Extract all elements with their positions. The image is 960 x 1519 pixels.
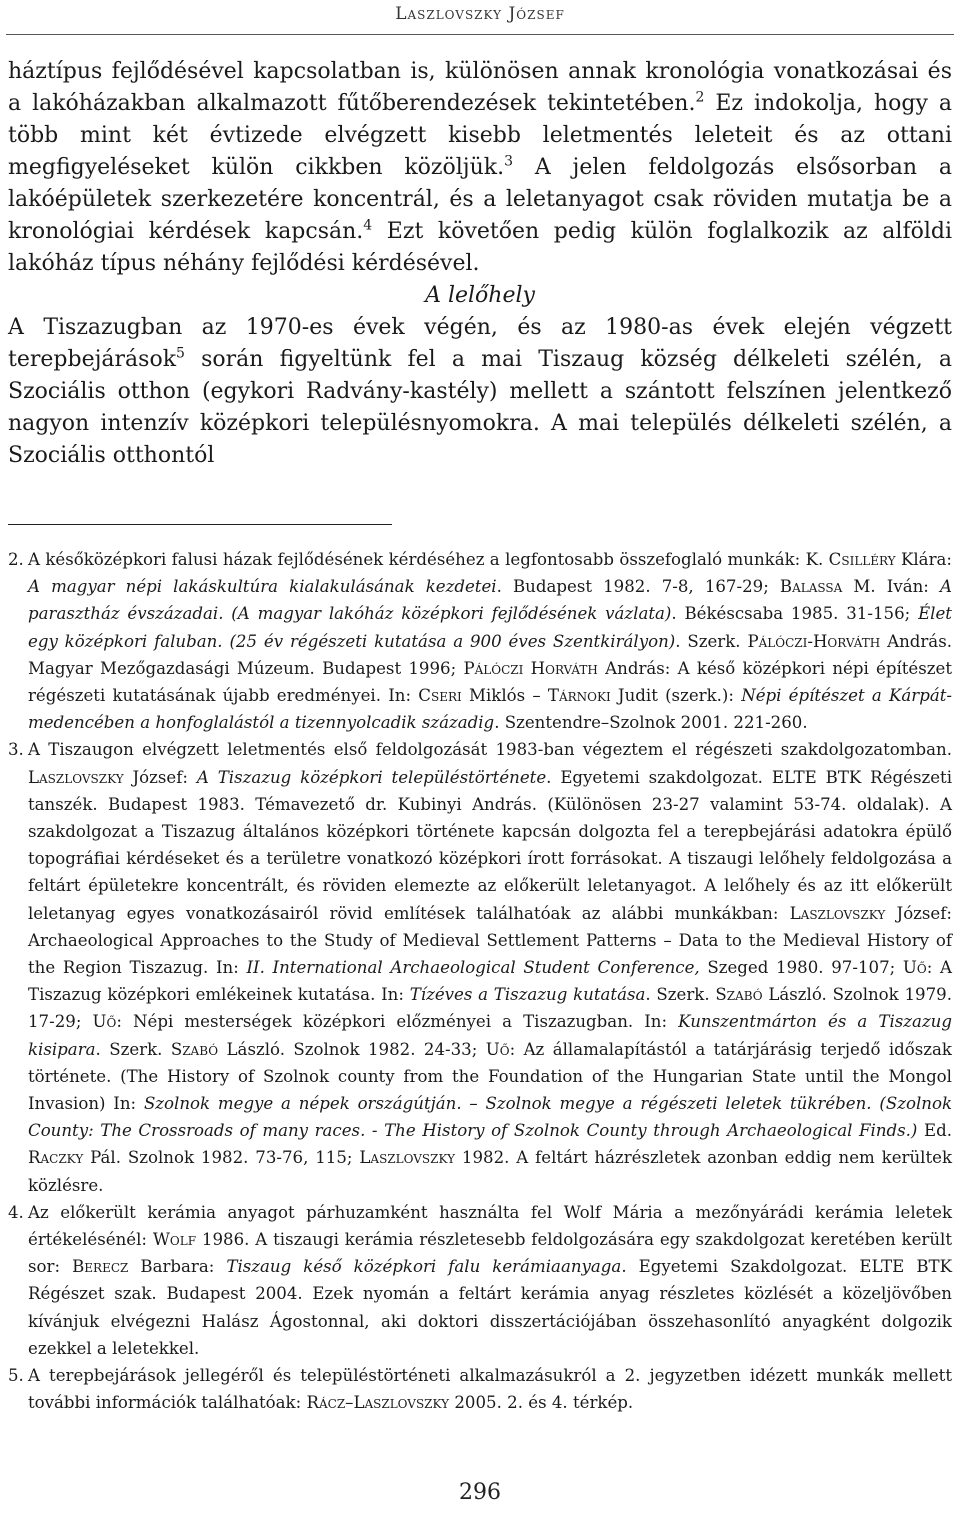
footnote-run: 1982. A feltárt házrészletek azonban eddig nem kerültek közlésre.: [28, 1148, 953, 1195]
footnote-run: Szabó: [715, 985, 763, 1005]
footnote-run: . Budapest 1982. 7-8, 167-29;: [496, 577, 780, 597]
footnote-run: 2005. 2. és 4. térkép.: [449, 1393, 634, 1413]
footnote-run: Csilléry: [828, 550, 896, 569]
main-text: [8, 56, 952, 472]
footnote-ref-3[interactable]: 3: [504, 153, 514, 170]
footnote-run: Szolnok megye a népek országútján. – Szolnok megye a régészeti leletek tükrében. (Szolnok County: The Crossroads of many races. - The History of Szolnok County through Archaeological Finds.): [28, 1094, 952, 1141]
footnote-run: Tárnoki: [547, 686, 611, 706]
footnote-run: Laszlovszky: [359, 1148, 456, 1168]
footnote-run: Cseri: [418, 686, 462, 706]
footnote-5: [8, 1362, 952, 1416]
footnote-run: Tízéves a Tiszazug kutatása: [409, 985, 646, 1005]
footnote-run: Pál. Szolnok 1982. 73-76, 115;: [83, 1148, 360, 1168]
footnote-run: M. Iván:: [842, 577, 940, 597]
footnote-run: . Egyetemi Szakdolgozat. ELTE BTK Régészet szak. Budapest 2004. Ezek nyomán a feltárt kerámia anyag részletes közlését a közeljövőben kívánjuk elvégezni Halász Ágostonnal, aki doktori disszertációjában összehasonlító anyagként dolgozik ezekkel a leletekkel.: [28, 1257, 952, 1358]
footnote-run: Tiszaug késő középkori falu kerámiaanyaga: [226, 1257, 622, 1277]
section-title: A lelőhely: [425, 283, 535, 308]
footnote-run: A terepbejárások jellegéről és településtörténeti alkalmazásukról a 2. jegyzetben idézett munkák mellett további információk találhatóak:: [28, 1366, 952, 1413]
footnote-run: József:: [123, 767, 197, 787]
footnote-run: Szeged 1980. 97-107;: [699, 958, 903, 978]
running-head: Laszlovszky József: [395, 4, 565, 24]
footnote-run: 1986. A tiszaugi kerámia részletesebb feldolgozására egy szakdolgozat keretében került sor:: [28, 1230, 952, 1277]
footnote-separator: [8, 524, 392, 525]
text-run: A Tiszazugban az 1970-es évek végén, és az 1980-as évek elején végzett terepbejárások: [8, 315, 952, 372]
footnote-run: Berecz: [72, 1257, 129, 1277]
footnote-run: Uő: [92, 1012, 117, 1032]
footnote-ref-5[interactable]: 5: [176, 345, 185, 362]
footnote-run: Népi építészet a Kárpát-medencében a honfoglalástól a tizennyolcadik századig: [28, 686, 953, 733]
text-run: Ezt követően pedig külön foglalkozik az alföldi lakóház típus néhány fejlődési kérdésével.: [8, 219, 953, 276]
footnote-run: Barbara:: [128, 1257, 227, 1277]
footnote-run: Balassa: [779, 577, 843, 597]
footnote-run: A parasztház évszázadai. (A magyar lakóház középkori fejlődésének vázlata): [28, 577, 952, 624]
footnote-2: [8, 546, 952, 736]
footnote-run: Pálóczi-Horváth: [747, 631, 881, 651]
footnote-4: [8, 1199, 952, 1362]
footnote-run: Pálóczi Horváth: [463, 658, 598, 678]
footnote-run: Kunszentmárton és a Tiszazug kisipara: [28, 1012, 952, 1059]
footnote-number: 2.: [8, 550, 24, 569]
footnote-run: András. Magyar Mezőgazdasági Múzeum. Budapest 1996;: [28, 631, 952, 678]
footnote-ref-2[interactable]: 2: [695, 89, 705, 106]
footnote-run: Uő: [485, 1039, 510, 1059]
footnote-run: II. International Archaeological Student Conference,: [246, 958, 700, 978]
footnote-run: : A Tiszazug középkori emlékeinek kutatása. In:: [28, 958, 952, 1005]
page-number: 296: [459, 1480, 501, 1505]
footnote-text: [28, 1362, 952, 1416]
footnote-run: . Egyetemi szakdolgozat. ELTE BTK Régészeti tanszék. Budapest 1983. Témavezető dr. Kubinyi András. (Különösen 23-27 valamint 53-74. oldalak). A szakdolgozat a Tiszazug általános középkori története kapcsán dolgozta fel a terepbejárási adatokra épülő topográfiai kérdéseket és a területre vonatkozó középkori írott forrásokat. A tiszaugi lelőhely feldolgozása a feltárt épületekre koncentrált, és röviden elemezte az előkerült leletanyagot. A lelőhely és az itt előkerült leletanyag egyes vonatkozásairól rövid említések találhatóak az alábbi munkákban:: [28, 767, 952, 923]
footnote-run: Laszlovszky: [789, 903, 886, 923]
footnote-run: Az előkerült kerámia anyagot párhuzamként használta fel Wolf Mária a mezőnyárádi kerámia leletek értékelésénél:: [28, 1202, 952, 1250]
footnote-run: A későközépkori falusi házak fejlődésének kérdéséhez a legfontosabb összefoglaló munkák: K.: [28, 550, 829, 569]
footnote-run: Szabó: [170, 1039, 219, 1059]
text-run: háztípus fejlődésével kapcsolatban is, különösen annak kronológia vonatkozásai és a lakóházakban alkalmazott fűtőberendezések tekintetében.: [8, 59, 952, 116]
footnote-run: . Szerk.: [675, 631, 748, 651]
footnote-run: Élet egy középkori faluban. (25 év régészeti kutatása a 900 éves Szentkirályon): [28, 604, 952, 651]
footnote-run: . Szerk.: [645, 985, 716, 1005]
footnote-run: : Az államalapítástól a tatárjárásig terjedő időszak története. (The History of Szolnok county from the Foundation of the Hungarian State until the Mongol Invasion) In:: [28, 1039, 952, 1114]
footnote-run: . Szentendre–Szolnok 2001. 221-260.: [494, 713, 808, 733]
paragraph-2: [8, 312, 952, 472]
footnote-run: Uő: [902, 958, 927, 978]
footnote-run: Wolf: [152, 1230, 197, 1250]
footnote-number: 4.: [8, 1202, 24, 1222]
footnote-run: . Szerk.: [95, 1039, 171, 1059]
footnote-run: A Tiszazug középkori településtörténete: [196, 767, 547, 787]
footnote-run: A Tiszaugon elvégzett leletmentés első feldolgozását 1983-ban végeztem el régészeti szakdolgozatomban.: [28, 740, 952, 760]
text-run: során figyeltünk fel a mai Tiszaug község délkeleti szélén, a Szociális otthon (egykori Radvány-kastély) mellett a szántott felszínen jelentkező nagyon intenzív középkori településnyomokra. A mai település délkeleti szélén, a Szociális otthontól: [8, 347, 952, 468]
footnote-run: Miklós –: [461, 686, 548, 706]
footnote-run: Laszlovszky: [28, 767, 124, 787]
footnote-run: Judit (szerk.):: [610, 686, 742, 706]
text-run: A jelen feldolgozás elsősorban a lakóépületek szerkezetére koncentrál, és a leletanyagot csak röviden mutatja be a kronológiai kérdések kapcsán.: [8, 155, 952, 244]
footnote-text: [28, 1199, 952, 1362]
footnote-text: [28, 736, 952, 1198]
footnote-run: . Békéscsaba 1985. 31-156;: [671, 604, 919, 624]
footnote-run: A magyar népi lakáskultúra kialakulásának kezdetei: [28, 577, 497, 597]
footnote-run: Ed.: [917, 1121, 952, 1141]
footnote-run: : Népi mesterségek középkori előzményei a Tiszazugban. In:: [116, 1012, 679, 1032]
header-rule: [6, 34, 954, 35]
footnote-number: 3.: [8, 740, 24, 760]
footnote-3: [8, 736, 952, 1198]
footnote-run: József: Archaeological Approaches to the Study of Medieval Settlement Patterns – Data to the Medieval History of the Region Tiszazug. In:: [28, 903, 952, 978]
footnote-text: [28, 546, 952, 736]
footnote-ref-4[interactable]: 4: [363, 217, 373, 234]
text-run: Ez indokolja, hogy a több mint két évtizede elvégzett kisebb leletmentés leleteit és az ottani megfigyeléseket külön cikkben közöljük.: [8, 91, 952, 180]
footnote-number: 5.: [8, 1366, 24, 1386]
paragraph-1: [8, 56, 952, 280]
footnote-run: Raczky: [28, 1148, 84, 1168]
footnote-run: Rácz–Laszlovszky: [306, 1393, 450, 1413]
footnotes: [8, 546, 952, 1417]
footnote-run: András: A késő középkori népi építészet régészeti kutatásának újabb eredményei. In:: [28, 658, 953, 706]
footnote-run: Klára:: [895, 550, 952, 569]
footnote-run: László. Szolnok 1979. 17-29;: [28, 985, 952, 1032]
footnote-run: László. Szolnok 1982. 24-33;: [218, 1039, 486, 1059]
